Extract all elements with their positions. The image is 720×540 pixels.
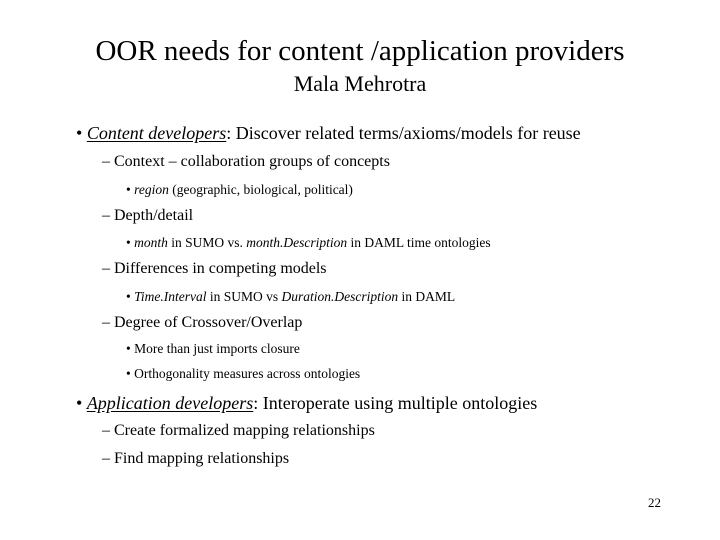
bullet-marker: •	[126, 235, 131, 250]
bullet-marker: •	[76, 123, 83, 143]
term-region: region	[134, 182, 169, 197]
bullet-content-developers	[76, 121, 581, 145]
sub-sub-bullet-time-interval	[126, 287, 455, 307]
bullet-marker: •	[126, 366, 131, 381]
bullet-text: More than just imports closure	[134, 341, 300, 356]
sub-bullet-context: – Context – collaboration groups of concepts	[102, 153, 390, 170]
term-month: month	[134, 235, 168, 250]
page-number: 22	[648, 495, 661, 510]
slide-author: Mala Mehrotra	[293, 71, 427, 96]
sub-sub-bullet-region	[126, 180, 353, 200]
bullet-text: (geographic, biological, political)	[168, 182, 353, 197]
sub-bullet-competing-models: – Differences in competing models	[102, 260, 327, 277]
bullet-text: in SUMO vs.	[167, 235, 247, 250]
sub-bullet-crossover-overlap: – Degree of Crossover/Overlap	[102, 314, 303, 331]
sub-bullet-depth-detail: – Depth/detail	[102, 207, 194, 224]
bullet-text: in DAML time ontologies	[347, 235, 491, 250]
slide-title: OOR needs for content /application providers	[95, 35, 625, 67]
sub-bullet-find-mapping: – Find mapping relationships	[102, 450, 290, 467]
sub-sub-bullet-orthogonality	[126, 364, 360, 384]
bullet-lead-application-developers: Application developers	[86, 393, 254, 413]
sub-sub-bullet-imports-closure	[126, 339, 300, 359]
term-month-description: month.Description	[246, 235, 348, 250]
term-duration-description: Duration.Description	[281, 289, 399, 304]
bullet-text: : Interoperate using multiple ontologies	[253, 393, 538, 413]
term-time-interval: Time.Interval	[134, 289, 207, 304]
bullet-marker: •	[126, 182, 131, 197]
bullet-marker: •	[76, 393, 83, 413]
bullet-marker: •	[126, 341, 131, 356]
bullet-text: in SUMO vs	[206, 289, 282, 304]
bullet-application-developers	[76, 391, 537, 415]
sub-bullet-create-mapping: – Create formalized mapping relationships	[102, 422, 375, 439]
bullet-marker: •	[126, 289, 131, 304]
bullet-text: Orthogonality measures across ontologies	[134, 366, 361, 381]
bullet-text: : Discover related terms/axioms/models for reuse	[226, 123, 581, 143]
bullet-lead-content-developers: Content developers	[86, 123, 227, 143]
bullet-text: in DAML	[398, 289, 456, 304]
sub-sub-bullet-month	[126, 233, 491, 253]
